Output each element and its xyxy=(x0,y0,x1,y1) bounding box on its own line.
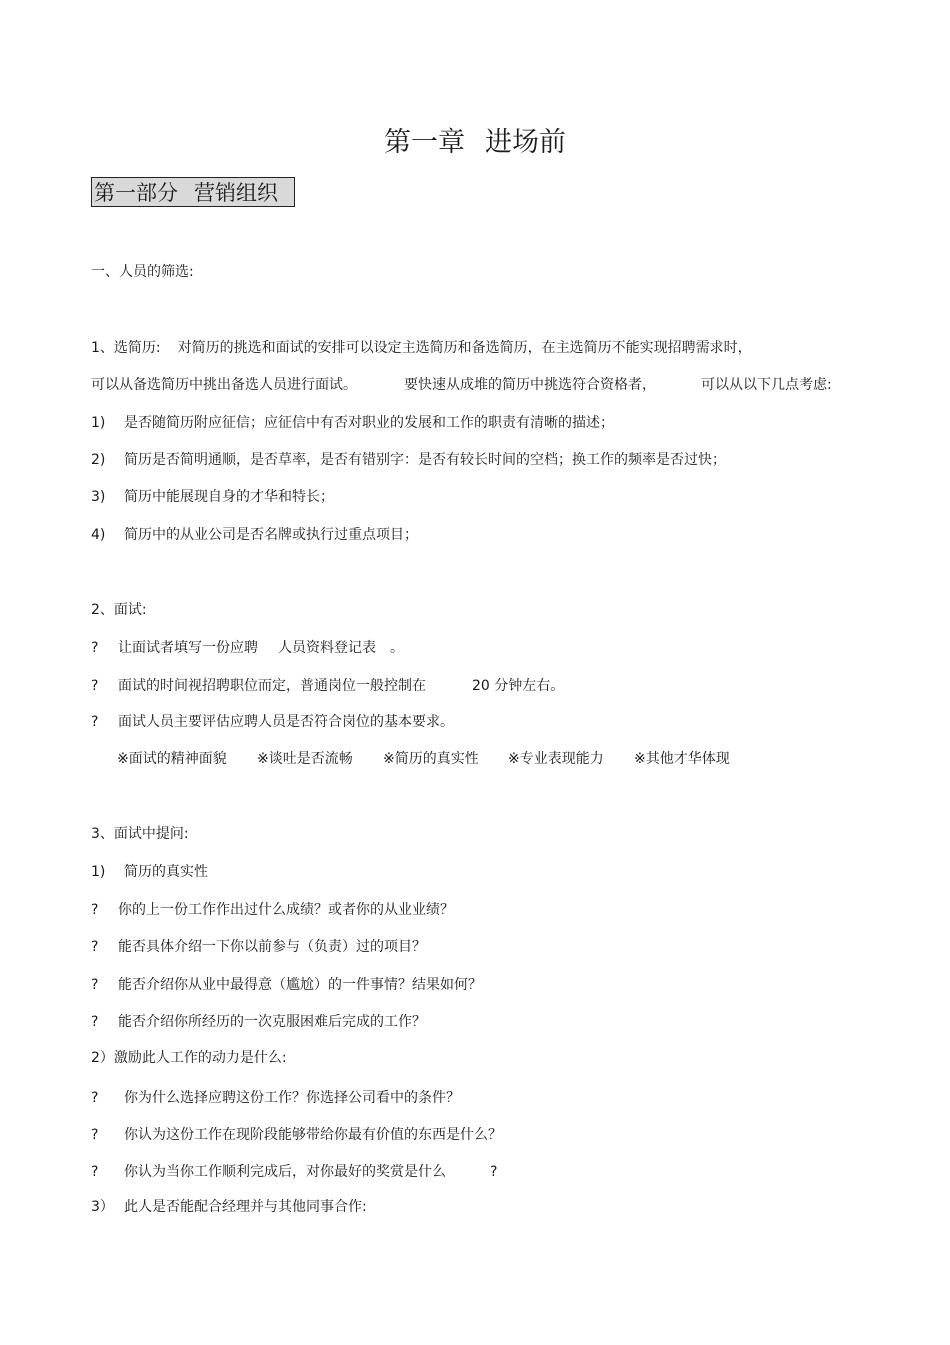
resume-intro-line-1 xyxy=(91,338,752,358)
question-item: ? 能否介绍你所经历的一次克服困难后完成的工作？ xyxy=(91,1014,426,1030)
questions-subheading-3: 3） 此人是否能配合经理并与其他同事合作: xyxy=(91,1199,367,1215)
resume-intro-text-1: 对简历的挑选和面试的安排可以设定主选简历和备选简历，在主选简历不能实现招聘需求时， xyxy=(177,340,752,356)
resume-item: 2) 简历是否简明通顺，是否草率，是否有错别字：是否有较长时间的空档；换工作的频率是否过快； xyxy=(91,452,726,468)
criteria-item: ※面试的精神面貌 xyxy=(117,751,227,767)
resume-heading: 1、选简历: xyxy=(91,340,161,356)
questions-heading: 3、面试中提问: xyxy=(91,826,189,842)
questions-subheading-2: 2）激励此人工作的动力是什么: xyxy=(91,1050,287,1066)
question-item: ? 你的上一份工作作出过什么成绩？或者你的从业业绩？ xyxy=(91,902,454,918)
heading-personnel-screening: 一、人员的筛选: xyxy=(91,264,194,280)
criteria-item: ※其他才华体现 xyxy=(634,751,730,767)
resume-item: 3) 简历中能展现自身的才华和特长； xyxy=(91,489,334,505)
interview-bullet: ? 让面试者填写一份应聘 人员资料登记表 。 xyxy=(91,640,404,656)
interview-bullet: ? 面试人员主要评估应聘人员是否符合岗位的基本要求。 xyxy=(91,714,454,730)
chapter-number: 第一章 xyxy=(384,127,465,158)
question-item: ? 你为什么选择应聘这份工作？你选择公司看中的条件？ xyxy=(91,1090,460,1106)
section-number: 第一部分 xyxy=(94,181,178,205)
resume-item: 4) 简历中的从业公司是否名牌或执行过重点项目； xyxy=(91,527,418,543)
resume-intro-line-2 xyxy=(91,375,851,395)
section-name: 营销组织 xyxy=(194,181,278,205)
question-item: ? 你认为这份工作在现阶段能够带给你最有价值的东西是什么？ xyxy=(91,1127,502,1143)
question-item: ? 你认为当你工作顺利完成后，对你最好的奖赏是什么 ? xyxy=(91,1164,498,1180)
criteria-item: ※简历的真实性 xyxy=(383,751,479,767)
chapter-name: 进场前 xyxy=(485,127,566,158)
interview-heading: 2、面试: xyxy=(91,602,147,618)
criteria-item: ※专业表现能力 xyxy=(508,751,604,767)
question-item: ? 能否介绍你从业中最得意（尴尬）的一件事情？结果如何？ xyxy=(91,977,482,993)
criteria-item: ※谈吐是否流畅 xyxy=(257,751,353,767)
questions-subheading-1: 1) 简历的真实性 xyxy=(91,864,208,880)
resume-intro-text-2a: 可以从备选简历中挑出备选人员进行面试。 xyxy=(91,377,357,393)
chapter-title xyxy=(0,120,950,159)
resume-intro-text-2b: 要快速从成堆的简历中挑选符合资格者， xyxy=(404,377,656,393)
resume-intro-text-2c: 可以从以下几点考虑: xyxy=(701,377,832,393)
question-item: ? 能否具体介绍一下你以前参与（负责）过的项目？ xyxy=(91,939,426,955)
section-title-box xyxy=(91,177,295,207)
interview-bullet: ? 面试的时间视招聘职位而定，普通岗位一般控制在 20 分钟左右。 xyxy=(91,678,565,694)
resume-item: 1) 是否随简历附应征信；应征信中有否对职业的发展和工作的职责有清晰的描述； xyxy=(91,415,614,431)
